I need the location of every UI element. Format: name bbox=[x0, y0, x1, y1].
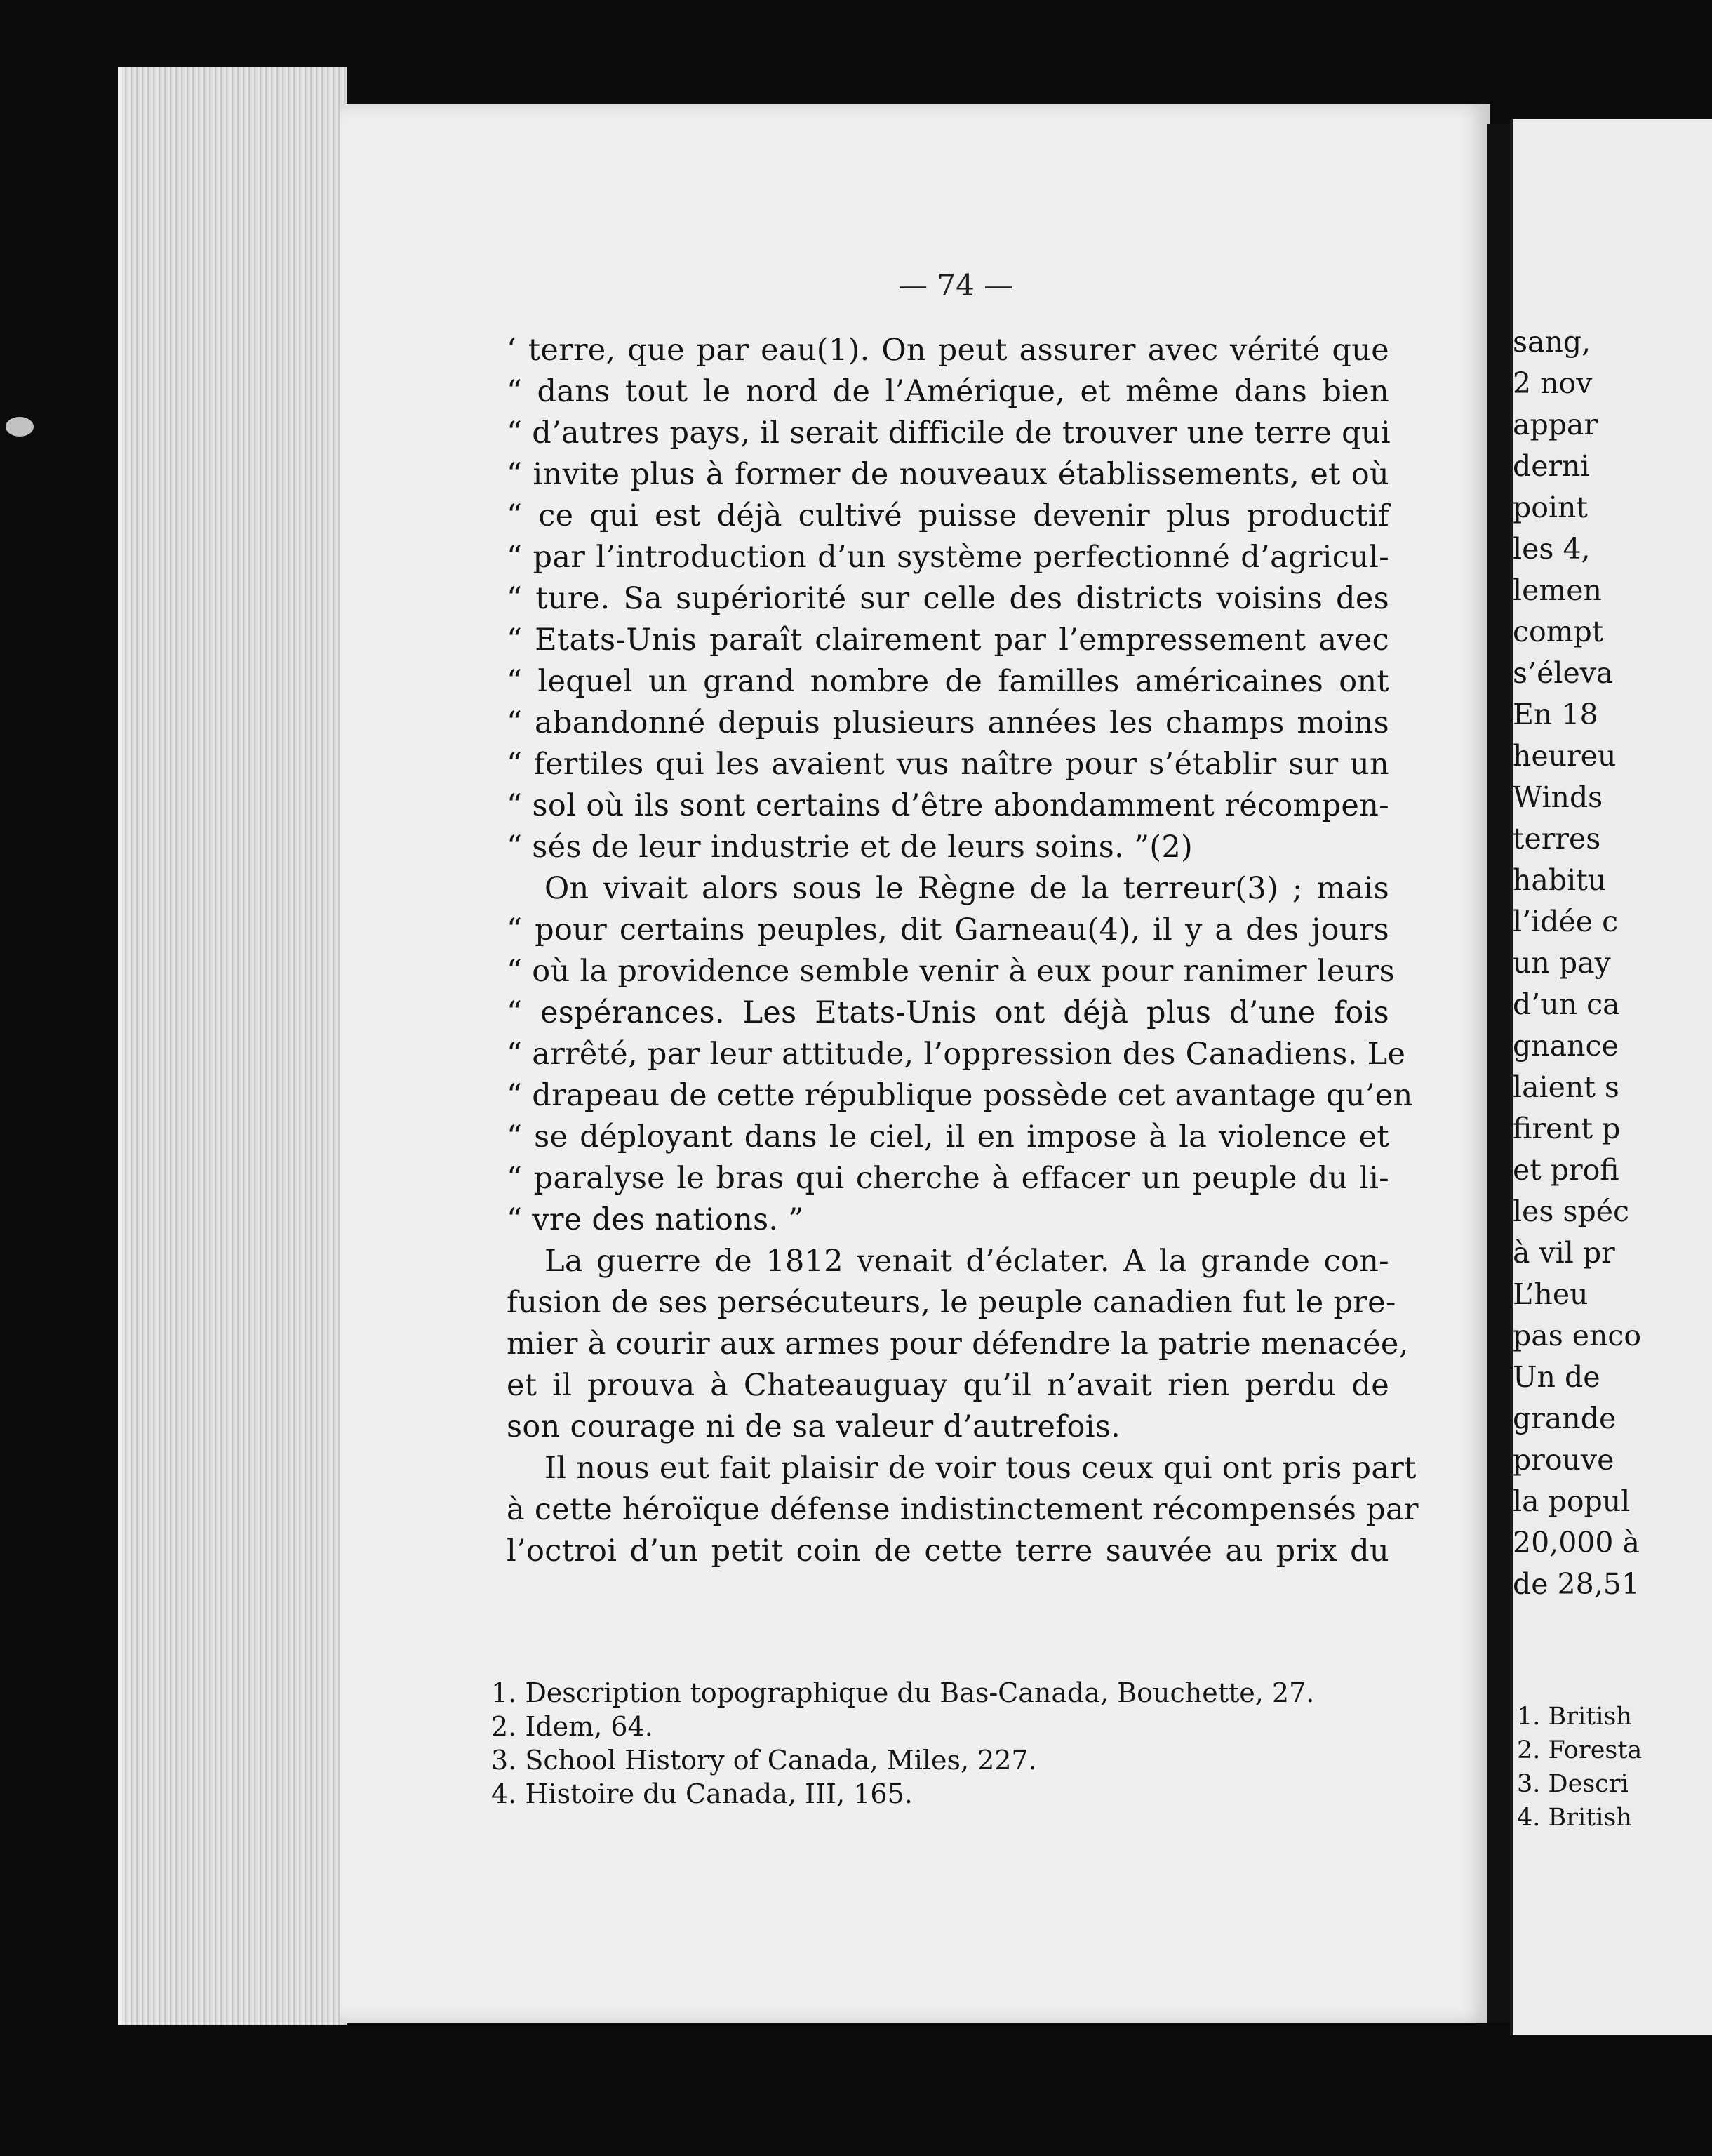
right-line: habitu bbox=[1513, 863, 1607, 897]
right-line: laient s bbox=[1513, 1070, 1619, 1104]
right-line: terres bbox=[1513, 822, 1601, 856]
text-line: “ Etats-Unis paraît clairement par l’empressement avec bbox=[507, 623, 1389, 658]
right-line: Un de bbox=[1513, 1360, 1600, 1394]
right-line: 20,000 à bbox=[1513, 1526, 1640, 1559]
right-line: à vil pr bbox=[1513, 1236, 1615, 1270]
right-line: heureu bbox=[1513, 739, 1617, 773]
right-line: pas enco bbox=[1513, 1319, 1642, 1352]
footnote-line: 1. Description topographique du Bas-Canada, Bouchette, 27. bbox=[491, 1677, 1315, 1708]
text-line: “ par l’introduction d’un système perfectionné d’agricul- bbox=[507, 540, 1389, 575]
page-number: — 74 — bbox=[898, 268, 1014, 302]
right-line: L’heu bbox=[1513, 1277, 1589, 1311]
dust-speck bbox=[6, 417, 34, 437]
right-line: sang, bbox=[1513, 325, 1591, 359]
right-line: lemen bbox=[1513, 573, 1602, 607]
text-line: “ se déployant dans le ciel, il en impose à la violence et bbox=[507, 1119, 1389, 1154]
right-footnote-line: 1. British bbox=[1517, 1703, 1632, 1731]
right-footnote-line: 2. Foresta bbox=[1517, 1736, 1643, 1764]
text-line: et il prouva à Chateauguay qu’il n’avait rien perdu de bbox=[507, 1368, 1389, 1403]
text-line: On vivait alors sous le Règne de la terreur(3) ; mais bbox=[544, 871, 1389, 906]
text-line: “ sés de leur industrie et de leurs soins. ”(2) bbox=[507, 830, 1193, 865]
text-line: “ pour certains peuples, dit Garneau(4), il y a des jours bbox=[507, 912, 1389, 947]
text-line: à cette héroïque défense indistinctement récompensés par bbox=[507, 1492, 1419, 1527]
text-line: fusion de ses persécuteurs, le peuple canadien fut le pre- bbox=[507, 1285, 1396, 1320]
right-line: 2 nov bbox=[1513, 366, 1593, 400]
text-line: “ drapeau de cette république possède cet avantage qu’en bbox=[507, 1078, 1413, 1113]
text-line: “ ture. Sa supériorité sur celle des districts voisins des bbox=[507, 581, 1389, 616]
right-line: les 4, bbox=[1513, 532, 1591, 566]
right-line: de 28,51 bbox=[1513, 1567, 1640, 1601]
text-line: Il nous eut fait plaisir de voir tous ceux qui ont pris part bbox=[544, 1451, 1417, 1486]
right-line: d’un ca bbox=[1513, 987, 1620, 1021]
text-line: “ invite plus à former de nouveaux établissements, et où bbox=[507, 457, 1389, 492]
right-line: compt bbox=[1513, 615, 1604, 648]
text-line: ‘ terre, que par eau(1). On peut assurer avec vérité que bbox=[507, 333, 1389, 368]
footnote-line: 3. School History of Canada, Miles, 227. bbox=[491, 1745, 1037, 1776]
right-line: et profi bbox=[1513, 1153, 1619, 1187]
text-line: mier à courir aux armes pour défendre la patrie menacée, bbox=[507, 1326, 1409, 1362]
right-footnote-line: 3. Descri bbox=[1517, 1770, 1629, 1798]
right-line: s’éleva bbox=[1513, 656, 1614, 690]
right-line: un pay bbox=[1513, 946, 1611, 980]
text-line: “ sol où ils sont certains d’être abondamment récompen- bbox=[507, 788, 1389, 823]
text-line: “ paralyse le bras qui cherche à effacer un peuple du li- bbox=[507, 1161, 1389, 1196]
text-line: “ arrêté, par leur attitude, l’oppression des Canadiens. Le bbox=[507, 1037, 1406, 1072]
right-footnote-line: 4. British bbox=[1517, 1804, 1632, 1832]
main-text-block bbox=[507, 330, 1419, 1572]
text-line: “ où la providence semble venir à eux pour ranimer leurs bbox=[507, 954, 1396, 989]
text-line: son courage ni de sa valeur d’autrefois. bbox=[507, 1409, 1121, 1444]
text-line: “ fertiles qui les avaient vus naître pour s’établir sur un bbox=[507, 747, 1389, 782]
right-line: derni bbox=[1513, 449, 1590, 483]
footnote-line: 2. Idem, 64. bbox=[491, 1711, 653, 1742]
right-line: Winds bbox=[1513, 780, 1603, 814]
text-line: “ ce qui est déjà cultivé puisse devenir plus productif bbox=[507, 498, 1389, 533]
text-line: “ espérances. Les Etats-Unis ont déjà plus d’une fois bbox=[507, 995, 1389, 1030]
right-line: la popul bbox=[1513, 1484, 1631, 1518]
page-edge bbox=[118, 67, 347, 2025]
footnote-line: 4. Histoire du Canada, III, 165. bbox=[491, 1778, 913, 1809]
text-line: l’octroi d’un petit coin de cette terre sauvée au prix du bbox=[507, 1533, 1389, 1569]
text-line: “ dans tout le nord de l’Amérique, et même dans bien bbox=[507, 374, 1389, 409]
right-line: appar bbox=[1513, 408, 1598, 441]
text-line: La guerre de 1812 venait d’éclater. A la grande con- bbox=[544, 1244, 1389, 1279]
text-line: “ lequel un grand nombre de familles américaines ont bbox=[507, 664, 1389, 699]
right-line: gnance bbox=[1513, 1029, 1619, 1063]
right-line: firent p bbox=[1513, 1112, 1621, 1145]
right-line: l’idée c bbox=[1513, 905, 1619, 938]
right-line: les spéc bbox=[1513, 1195, 1629, 1228]
text-line: “ d’autres pays, il serait difficile de trouver une terre qui bbox=[507, 415, 1391, 451]
right-line: En 18 bbox=[1513, 698, 1598, 731]
right-page-text bbox=[1513, 321, 1641, 1605]
text-line: “ vre des nations. ” bbox=[507, 1202, 804, 1237]
right-line: grande bbox=[1513, 1402, 1617, 1435]
text-line: “ abandonné depuis plusieurs années les champs moins bbox=[507, 705, 1389, 740]
right-line: point bbox=[1513, 491, 1588, 524]
right-line: prouve bbox=[1513, 1443, 1614, 1477]
right-page-footnotes bbox=[1517, 1700, 1642, 1835]
footnotes bbox=[491, 1676, 1361, 1811]
